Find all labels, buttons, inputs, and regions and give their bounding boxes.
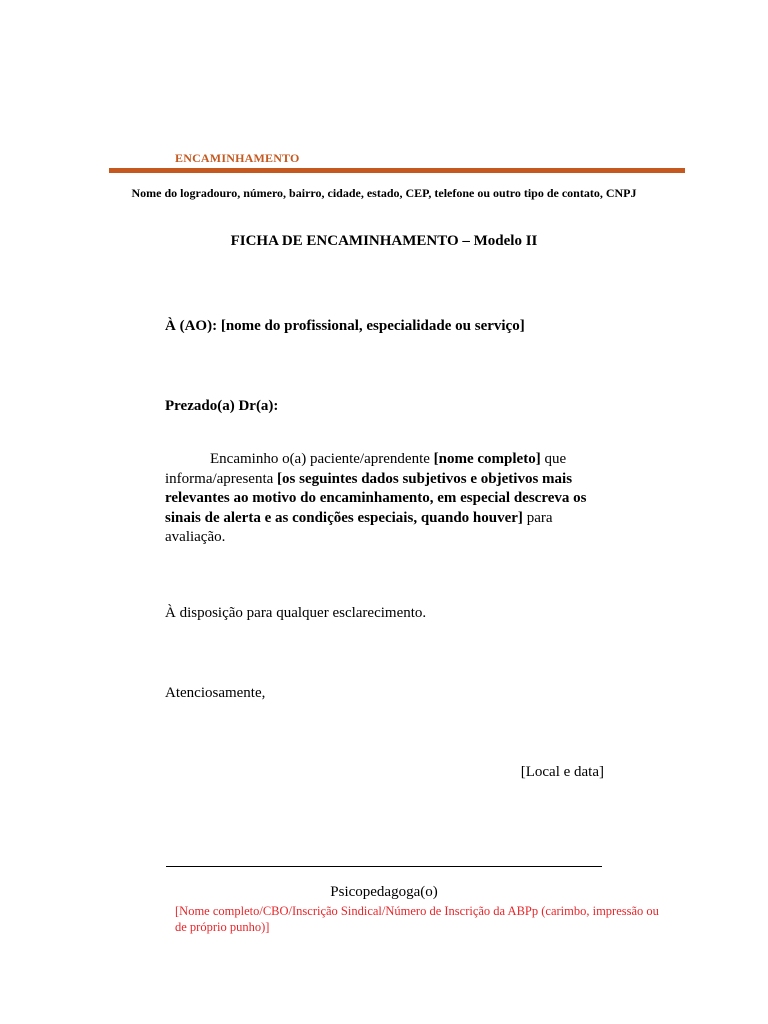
greeting: Prezado(a) Dr(a): <box>165 398 279 414</box>
body-text-part-1: Encaminho o(a) paciente/aprendente <box>210 451 434 467</box>
patient-name-placeholder: [nome completo] <box>433 451 541 467</box>
signer-role: Psicopedagoga(o) <box>330 884 438 900</box>
place-date-placeholder: [Local e data] <box>520 764 604 780</box>
availability-line: À disposição para qualquer esclarecimento. <box>165 605 427 621</box>
signature-line <box>166 866 602 867</box>
address-line: Nome do logradouro, número, bairro, cidade, estado, CEP, telefone ou outro tipo de contato, CNPJ <box>131 186 637 200</box>
header-divider <box>109 168 685 173</box>
document-title: FICHA DE ENCAMINHAMENTO – Modelo II <box>230 233 538 249</box>
body-text-part-2: que informa/apresenta <box>165 451 567 487</box>
body-text-part-3: para avaliação. <box>165 509 553 545</box>
recipient-line: À (AO): [nome do profissional, especialidade ou serviço] <box>165 318 525 334</box>
closing-line: Atenciosamente, <box>165 685 266 701</box>
referral-body-paragraph <box>165 450 610 548</box>
signer-details: [Nome completo/CBO/Inscrição Sindical/Número de Inscrição da ABPp (carimbo, impressão ou de próprio punho)] <box>175 904 659 934</box>
document-header-label: ENCAMINHAMENTO <box>175 151 300 165</box>
clinical-data-placeholder: [os seguintes dados subjetivos e objetivos mais relevantes ao motivo do encaminhamento, em especial descreva os sinais de alerta e as condições especiais, quando houver] <box>165 470 587 526</box>
